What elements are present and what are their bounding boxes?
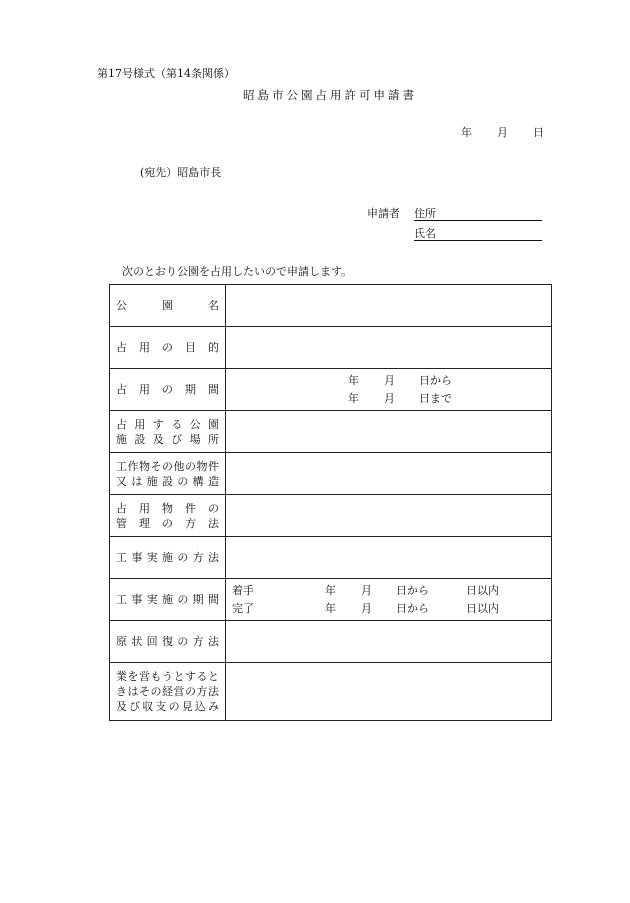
row-label-period: 占 用 の 期 間: [110, 369, 226, 411]
restoration-field[interactable]: [226, 621, 552, 663]
address-label: 住所: [414, 207, 436, 220]
address-field[interactable]: [414, 220, 542, 221]
document-title: 昭島市公園占用許可申請書: [243, 88, 417, 102]
period-from-month: 月: [384, 374, 395, 387]
business-field[interactable]: [226, 663, 552, 721]
table-row: [110, 495, 552, 537]
row-label-business: 業を営もうとすると きはその経営の方法 及び収支の見込み: [110, 663, 226, 721]
row-label-construction-method: 工事実施の方法: [110, 537, 226, 579]
table-row: [110, 327, 552, 369]
table-row: [110, 453, 552, 495]
construction-end-within: 日以内: [466, 602, 499, 615]
form-number: 第17号様式（第14条関係）: [97, 67, 235, 80]
construction-start-day: 日から: [396, 584, 429, 597]
table-row: [110, 579, 552, 621]
construction-end-day: 日から: [396, 602, 429, 615]
table-row: [110, 663, 552, 721]
table-row: [110, 537, 552, 579]
period-to-month: 月: [384, 392, 395, 405]
facility-location-field[interactable]: [226, 411, 552, 453]
purpose-field[interactable]: [226, 327, 552, 369]
row-label-park-name: 公 園 名: [110, 285, 226, 327]
period-from-day: 日から: [419, 374, 452, 387]
period-field[interactable]: [226, 369, 552, 411]
name-field[interactable]: [414, 240, 542, 241]
row-label-management: 占用物件の 管理の方法: [110, 495, 226, 537]
intro-text: 次のとおり公園を占用したいので申請します。: [122, 265, 353, 278]
construction-period-field[interactable]: [226, 579, 552, 621]
row-label-facility-location: 占用する公園 施設及び場所: [110, 411, 226, 453]
construction-method-field[interactable]: [226, 537, 552, 579]
construction-end-month: 月: [361, 602, 372, 615]
period-to-day: 日まで: [419, 392, 452, 405]
construction-start-year: 年: [325, 584, 336, 597]
table-row: [110, 285, 552, 327]
row-label-restoration: 原状回復の方法: [110, 621, 226, 663]
management-field[interactable]: [226, 495, 552, 537]
construction-start-label: 着手: [232, 584, 254, 597]
construction-start-within: 日以内: [466, 584, 499, 597]
row-label-purpose: 占 用 の 目 的: [110, 327, 226, 369]
table-row: [110, 621, 552, 663]
date-day-label: 日: [533, 126, 544, 139]
name-label: 氏名: [414, 227, 436, 240]
construction-end-year: 年: [325, 602, 336, 615]
application-table: [109, 284, 552, 721]
date-year-label: 年: [461, 126, 472, 139]
row-label-structure: 工作物その他の物件 又は施設の構造: [110, 453, 226, 495]
applicant-label: 申請者: [367, 207, 400, 220]
period-from-year: 年: [348, 374, 359, 387]
table-row: [110, 369, 552, 411]
construction-end-label: 完了: [232, 602, 254, 615]
table-row: [110, 411, 552, 453]
period-to-year: 年: [348, 392, 359, 405]
construction-start-month: 月: [361, 584, 372, 597]
row-label-construction-period: 工事実施の期間: [110, 579, 226, 621]
park-name-field[interactable]: [226, 285, 552, 327]
structure-field[interactable]: [226, 453, 552, 495]
addressee: (宛先）昭島市長: [140, 166, 222, 179]
date-month-label: 月: [497, 126, 508, 139]
